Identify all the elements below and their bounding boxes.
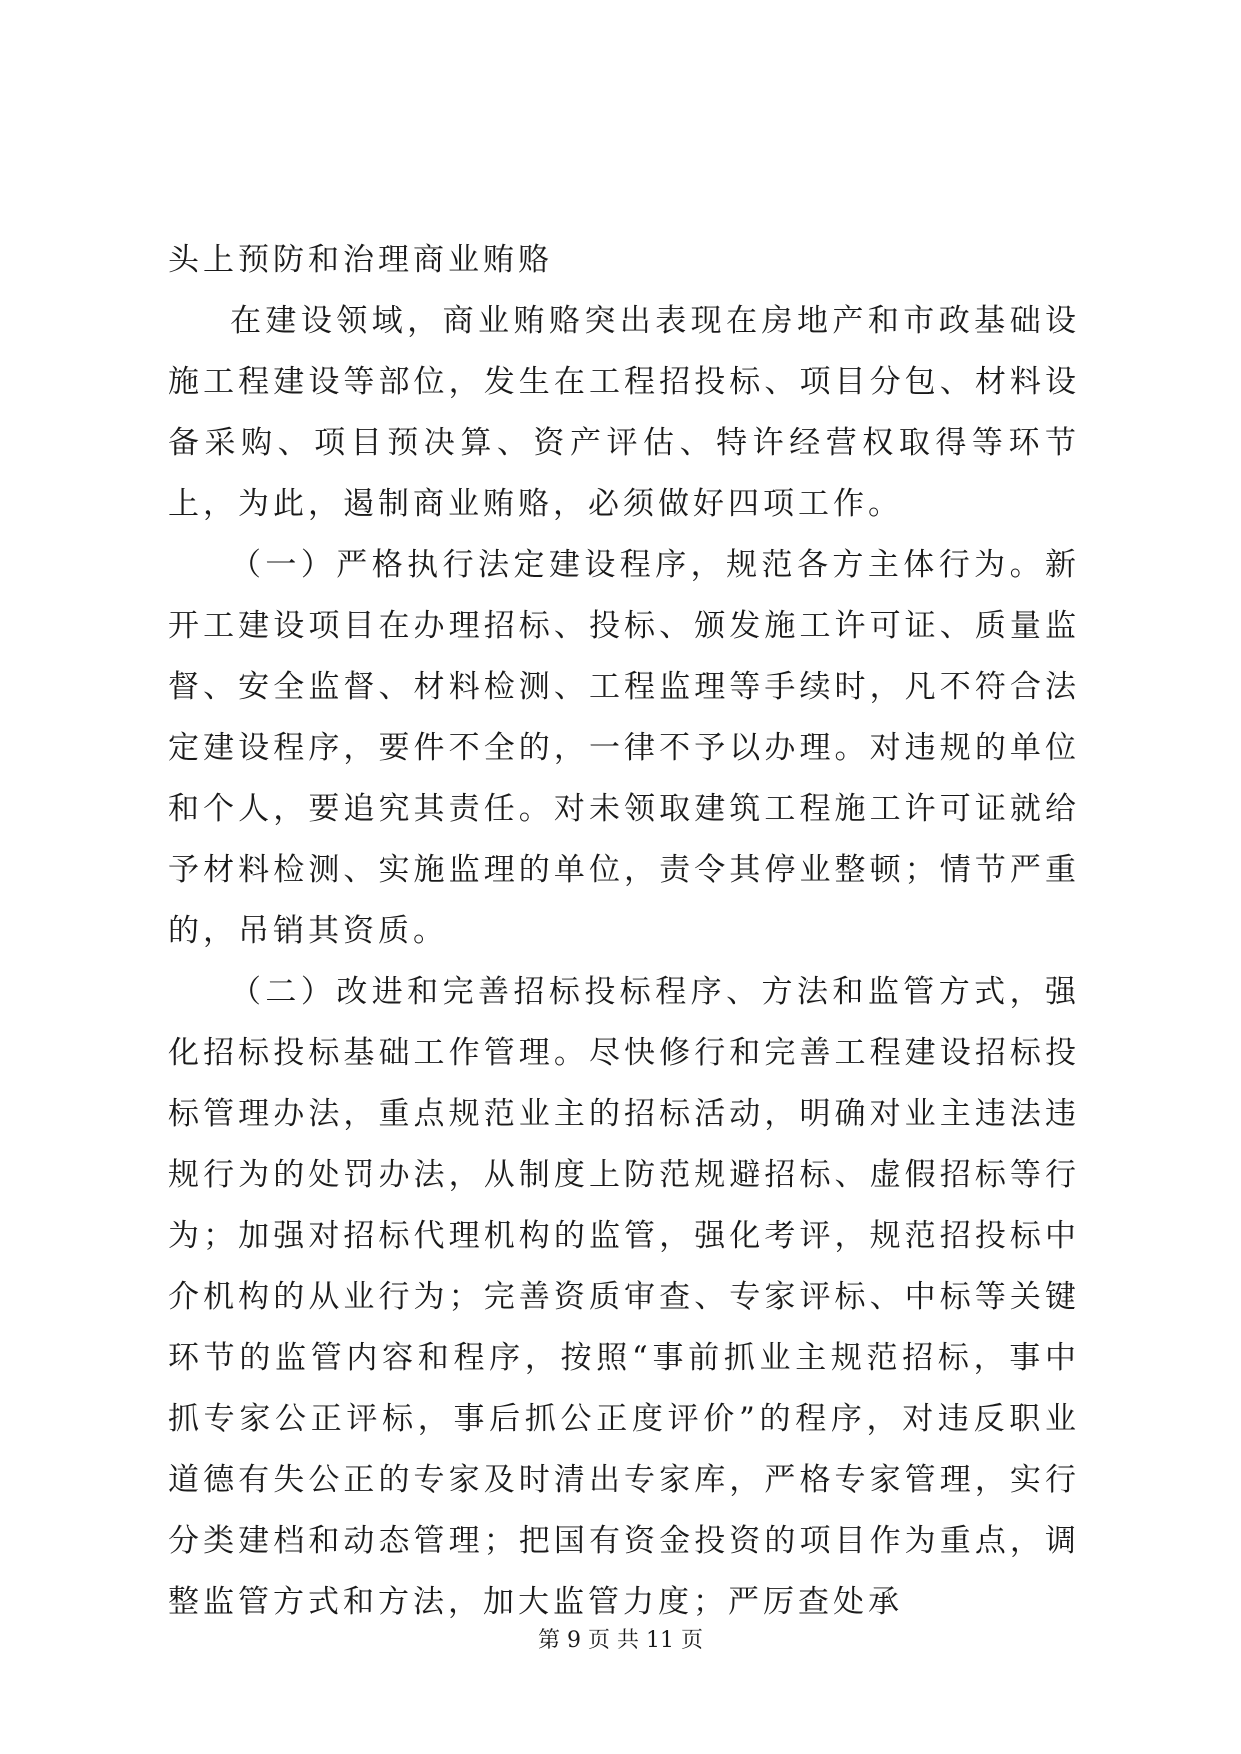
document-body (168, 230, 1080, 1633)
page-number-footer: 第 9 页 共 11 页 (538, 1628, 703, 1653)
paragraph-item-2: （二）改进和完善招标投标程序、方法和监管方式，强化招标投标基础工作管理。尽快修行和完善工程建设招标投标管理办法，重点规范业主的招标活动，明确对业主违法违规行为的处罚办法，从制度上防范规避招标、虚假招标等行为；加强对招标代理机构的监管，强化考评，规范招投标中介机构的从业行为；完善资质审查、专家评标、中标等关键环节的监管内容和程序，按照“事前抓业主规范招标，事中抓专家公正评标，事后抓公正度评价”的程序，对违反职业道德有失公正的专家及时清出专家库，严格专家管理，实行分类建档和动态管理；把国有资金投资的项目作为重点，调整监管方式和方法，加大监管力度；严厉查处承 (168, 974, 1080, 1620)
paragraph-item-1: （一）严格执行法定建设程序，规范各方主体行为。新开工建设项目在办理招标、投标、颁发施工许可证、质量监督、安全监督、材料检测、工程监理等手续时，凡不符合法定建设程序，要件不全的，一律不予以办理。对违规的单位和个人，要追究其责任。对未领取建筑工程施工许可证就给予材料检测、实施监理的单位，责令其停业整顿；情节严重的，吊销其资质。 (168, 547, 1080, 949)
paragraph-intro: 在建设领域，商业贿赂突出表现在房地产和市政基础设施工程建设等部位，发生在工程招投标、项目分包、材料设备采购、项目预决算、资产评估、特许经营权取得等环节上，为此，遏制商业贿赂，必须做好四项工作。 (168, 303, 1080, 522)
paragraph-continuation: 头上预防和治理商业贿赂 (168, 242, 553, 278)
